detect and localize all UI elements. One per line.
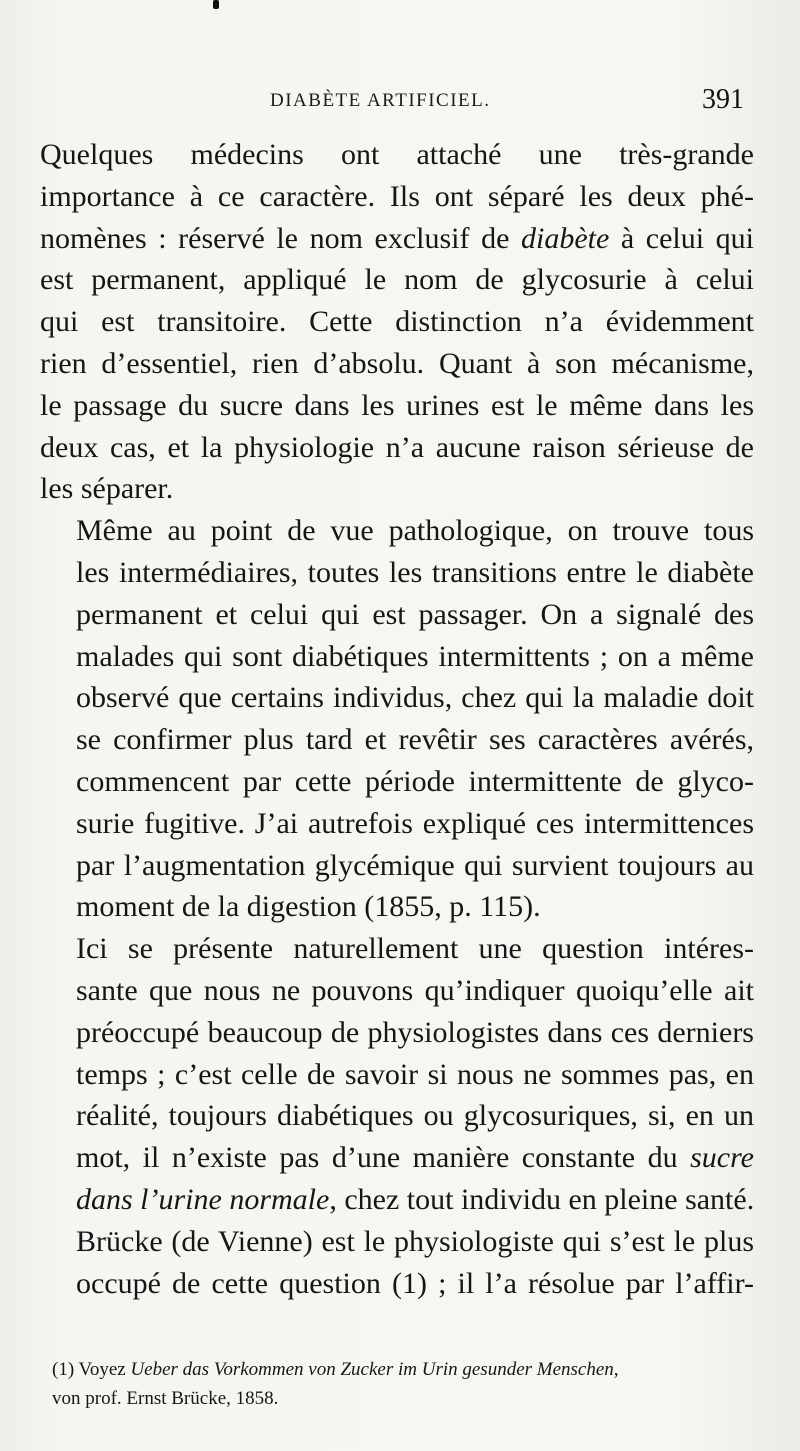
text-line (40, 218, 754, 260)
ink-speck (213, 0, 219, 9)
text-line: deux cas, et la physiologie n’a aucune raison sérieuse de (40, 430, 754, 464)
italic-term: dans l’urine normale (76, 1182, 330, 1216)
text-line: qui est transitoire. Cette distinction n’a évidemment (40, 305, 754, 339)
text-line: malades qui sont diabétiques intermittents ; on a même (76, 639, 754, 673)
text-line: le passage du sucre dans les urines est le même dans les (40, 388, 754, 422)
page-header (0, 84, 800, 124)
footnote-line (52, 1355, 760, 1384)
footnote-title: Ueber das Vorkommen von Zucker im Urin gesunder Menschen, (130, 1359, 619, 1380)
text-line: sante que nous ne pouvons qu’indiquer quoiqu’elle ait (76, 973, 754, 1007)
text-line: Quelques médecins ont attaché une très-grande (40, 138, 754, 171)
text-line: Ici se présente naturellement une question intéres- (76, 932, 754, 966)
text-line: se confirmer plus tard et revêtir ses caractères avérés, (76, 723, 754, 757)
text-line: temps ; c’est celle de savoir si nous ne sommes pas, en (76, 1057, 754, 1091)
paragraph-3 (40, 928, 754, 1304)
footnote-line: von prof. Ernst Brücke, 1858. (52, 1388, 279, 1409)
text-segment: mot, il n’existe pas d’une manière constante du (76, 1141, 678, 1175)
text-line: les séparer. (40, 472, 174, 506)
text-line: commencent par cette période intermittente de glyco- (76, 764, 754, 798)
text-segment: , chez tout individu en pleine santé. (329, 1182, 755, 1216)
text-line: rien d’essentiel, rien d’absolu. Quant à son mécanisme, (40, 346, 754, 380)
text-line: occupé de cette question (1) ; il l’a résolue par l’affir- (76, 1266, 754, 1300)
text-line: préoccupé beaucoup de physiologistes dans ces derniers (76, 1015, 754, 1049)
text-line (40, 1179, 754, 1221)
italic-term: sucre (690, 1141, 754, 1175)
text-line: surie fugitive. J’ai autrefois expliqué ces intermittences (76, 806, 754, 840)
text-segment: nomènes : réservé le nom exclusif de (40, 221, 510, 255)
text-line: Même au point de vue pathologique, on trouve tous (76, 514, 754, 548)
page-number: 391 (702, 84, 744, 115)
running-title: DIABÈTE ARTIFICIEL. (270, 90, 491, 111)
text-line (40, 1137, 754, 1179)
footnote-marker: (1) Voyez (52, 1359, 126, 1380)
text-line: par l’augmentation glycémique qui survient toujours au (76, 848, 754, 882)
text-segment: à celui qui (620, 221, 755, 255)
text-line: est permanent, appliqué le nom de glycosurie à celui (40, 263, 754, 297)
text-line: les intermédiaires, toutes les transitions entre le diabète (76, 555, 754, 589)
text-line: permanent et celui qui est passager. On a signalé des (76, 597, 754, 631)
italic-term: diabète (520, 221, 610, 255)
body-text (40, 134, 754, 1304)
text-line: moment de la digestion (1855, p. 115). (76, 890, 541, 924)
paragraph-1 (40, 134, 754, 510)
footnote (52, 1355, 760, 1413)
text-line: observé que certains individus, chez qui la maladie doit (76, 681, 754, 715)
text-line: Brücke (de Vienne) est le physiologiste qui s’est le plus (76, 1224, 754, 1258)
paragraph-2 (40, 510, 754, 928)
text-line: importance à ce caractère. Ils ont séparé les deux phé- (40, 179, 754, 213)
text-line: réalité, toujours diabétiques ou glycosuriques, si, en un (76, 1099, 754, 1133)
